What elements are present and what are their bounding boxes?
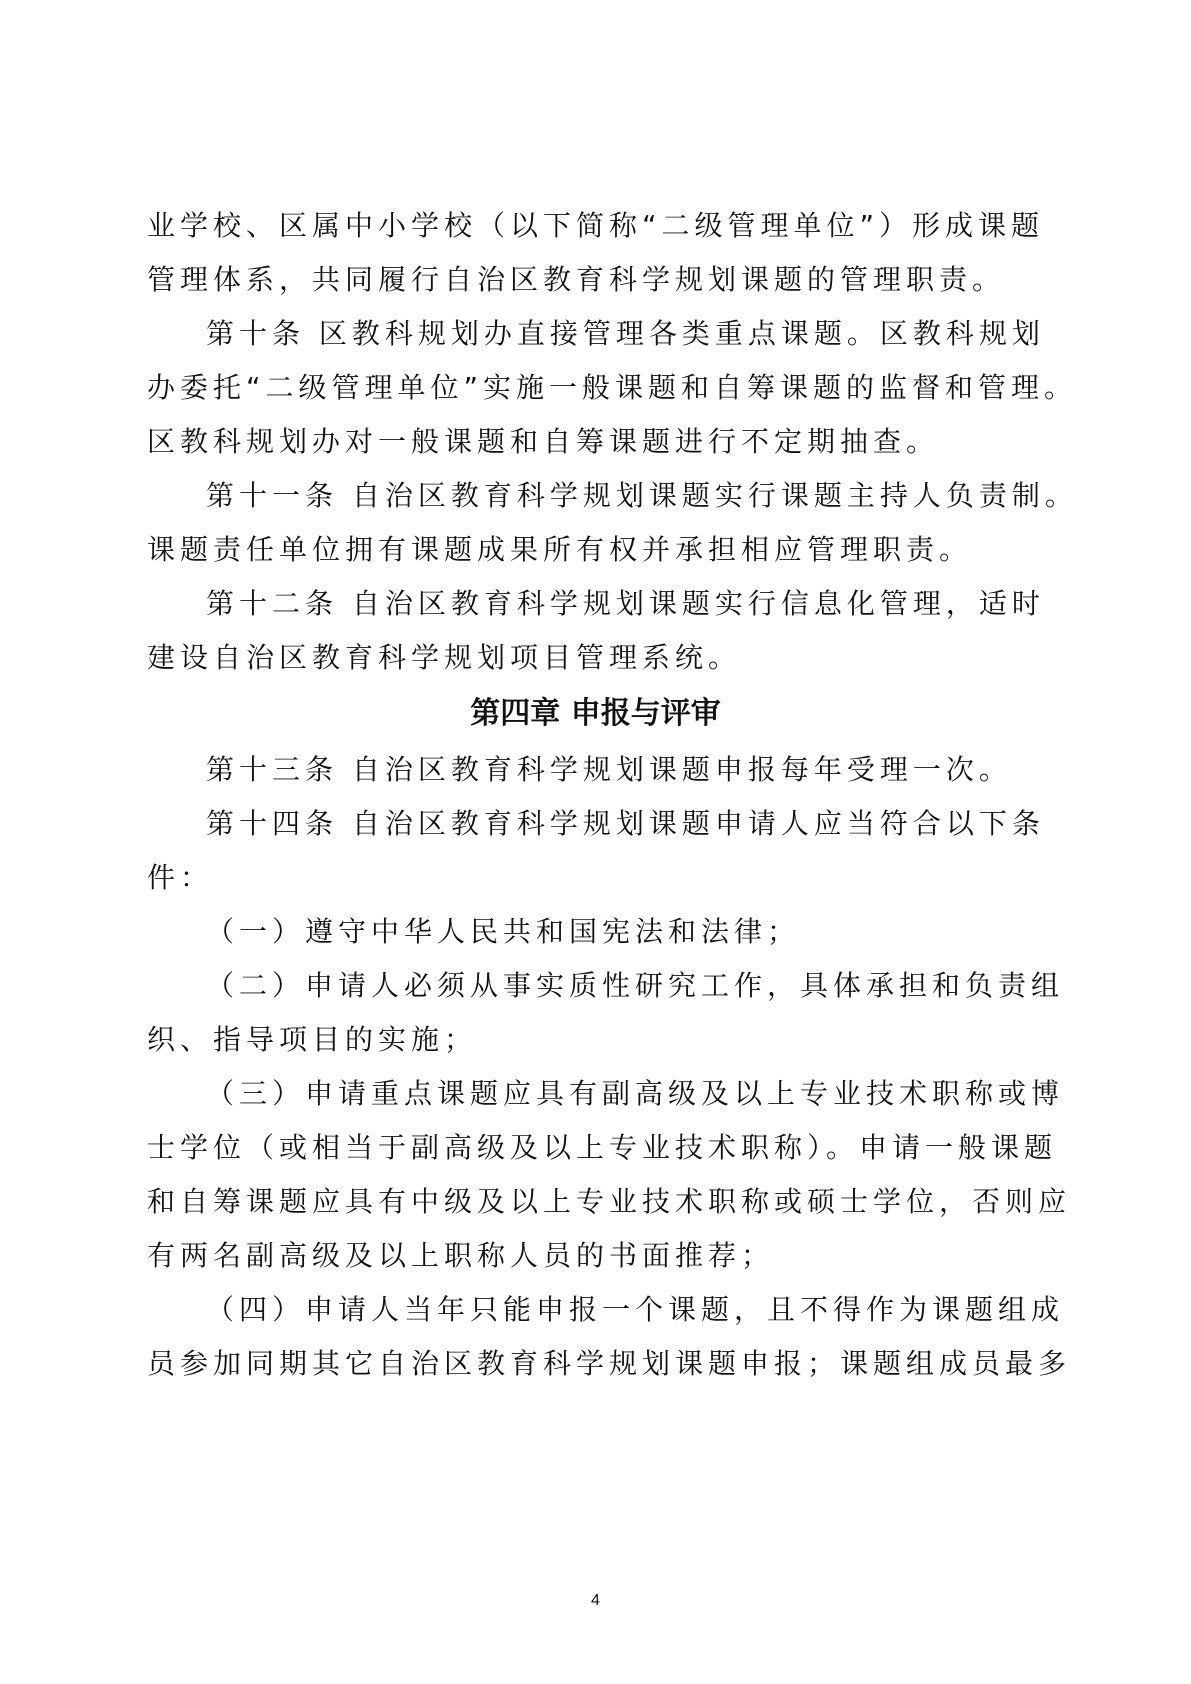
text-line: 有两名副高级及以上职称人员的书面推荐； [147, 1239, 775, 1272]
text-line: 业学校、区属中小学校（以下简称“二级管理单位”）形成课题 [147, 209, 1045, 242]
chapter-heading: 第四章 申报与评审 [470, 696, 721, 731]
text-line: 区教科规划办对一般课题和自筹课题进行不定期抽查。 [147, 425, 940, 458]
text-line: 和自筹课题应具有中级及以上专业技术职称或硕士学位，否则应 [147, 1185, 1072, 1218]
text-line: 第十一条 自治区教育科学规划课题实行课题主持人负责制。 [206, 479, 1078, 512]
text-line: 办委托“二级管理单位”实施一般课题和自筹课题的监督和管理。 [147, 371, 1078, 404]
text-line: 第十二条 自治区教育科学规划课题实行信息化管理，适时 [206, 587, 1045, 620]
text-line: （二）申请人必须从事实质性研究工作，具体承担和负责组 [206, 969, 1065, 1002]
text-line: 第十条 区教科规划办直接管理各类重点课题。区教科规划 [206, 317, 1045, 350]
text-line: 课题责任单位拥有课题成果所有权并承担相应管理职责。 [147, 533, 973, 566]
text-line: 员参加同期其它自治区教育科学规划课题申报；课题组成员最多 [147, 1347, 1072, 1380]
text-line: 管理体系，共同履行自治区教育科学规划课题的管理职责。 [147, 263, 1006, 296]
text-line: 件： [147, 861, 214, 894]
text-line: 建设自治区教育科学规划项目管理系统。 [147, 641, 742, 674]
text-line: 第十三条 自治区教育科学规划课题申报每年受理一次。 [206, 753, 1012, 786]
text-line: 士学位（或相当于副高级及以上专业技术职称）。申请一般课题 [147, 1131, 1058, 1164]
text-line: 织、指导项目的实施； [147, 1023, 478, 1056]
text-line: （三）申请重点课题应具有副高级及以上专业技术职称或博 [206, 1077, 1065, 1110]
page-number: 4 [591, 1592, 600, 1609]
text-line: （四）申请人当年只能申报一个课题，且不得作为课题组成 [206, 1293, 1065, 1326]
text-line: 第十四条 自治区教育科学规划课题申请人应当符合以下条 [206, 807, 1045, 840]
text-line: （一）遵守中华人民共和国宪法和法律； [206, 915, 801, 948]
